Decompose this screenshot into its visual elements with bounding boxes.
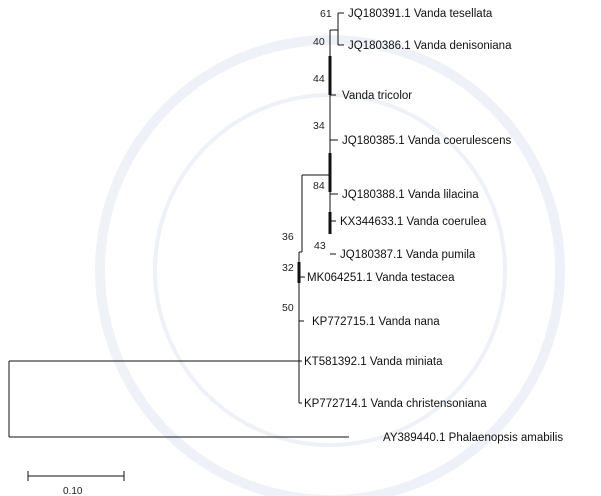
taxon-label: Vanda tricolor (342, 90, 413, 102)
bootstrap-value: 43 (314, 240, 326, 252)
scale-bar-label: 0.10 (63, 486, 83, 496)
bootstrap-value: 32 (282, 262, 294, 274)
taxon-label: JQ180387.1 Vanda pumila (340, 249, 476, 261)
bootstrap-value: 36 (282, 231, 294, 243)
taxon-label: JQ180388.1 Vanda lilacina (342, 189, 479, 201)
taxon-label: KT581392.1 Vanda miniata (304, 356, 443, 368)
taxon-label: AY389440.1 Phalaenopsis amabilis (383, 432, 564, 444)
taxon-label: JQ180385.1 Vanda coerulescens (342, 135, 512, 147)
bootstrap-value: 44 (313, 73, 325, 85)
taxon-label: KP772715.1 Vanda nana (312, 316, 440, 328)
bootstrap-value: 61 (320, 8, 332, 20)
taxon-label: KX344633.1 Vanda coerulea (340, 216, 487, 228)
bootstrap-value: 40 (313, 36, 325, 48)
taxon-label: JQ180391.1 Vanda tesellata (348, 8, 493, 20)
taxon-label: KP772714.1 Vanda christensoniana (304, 398, 487, 410)
bootstrap-value: 84 (313, 180, 325, 192)
bootstrap-value: 34 (313, 120, 325, 132)
taxon-label: MK064251.1 Vanda testacea (307, 272, 455, 284)
scale-bar (28, 471, 124, 481)
bootstrap-value: 50 (282, 302, 294, 314)
taxon-label: JQ180386.1 Vanda denisoniana (348, 40, 512, 52)
